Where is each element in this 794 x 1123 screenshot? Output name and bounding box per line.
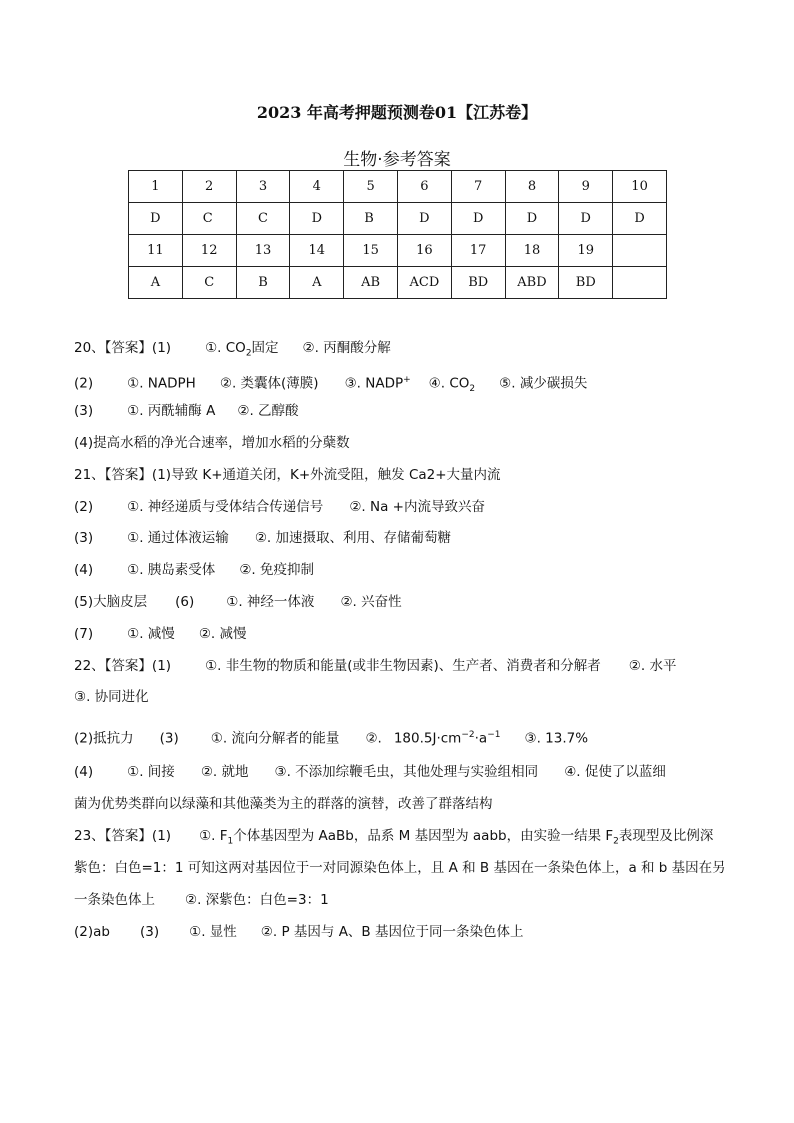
table-cell: 1 — [129, 171, 183, 203]
q20-line-4: (4)提高水稻的净光合速率，增加水稻的分蘖数 — [74, 435, 350, 451]
table-cell: D — [505, 203, 559, 235]
table-cell: C — [236, 203, 290, 235]
q22-line-2: ③. 协同进化 — [74, 689, 149, 705]
table-cell: 19 — [559, 235, 613, 267]
table-cell: D — [290, 203, 344, 235]
table-cell: ACD — [397, 267, 451, 299]
table-cell: 9 — [559, 171, 613, 203]
q21-line-5: (5)大脑皮层 (6) ①. 神经一体液 ②. 兴奋性 — [74, 594, 402, 610]
table-cell — [613, 267, 667, 299]
table-cell: 6 — [397, 171, 451, 203]
table-cell: 16 — [397, 235, 451, 267]
q21-line-2: (2) ①. 神经递质与受体结合传递信号 ②. Na +内流导致兴奋 — [74, 499, 485, 515]
page-title: 2023 年高考押题预测卷01【江苏卷】 — [256, 103, 538, 122]
answer-table — [128, 170, 667, 299]
q21-line-4: (4) ①. 胰岛素受体 ②. 免疫抑制 — [74, 562, 314, 578]
table-cell: A — [129, 267, 183, 299]
q23-line-4: (2)ab (3) ①. 显性 ②. P 基因与 A、B 基因位于同一条染色体上 — [74, 924, 524, 940]
table-cell: 13 — [236, 235, 290, 267]
q22-line-4: (4) ①. 间接 ②. 就地 ③. 不添加综鞭毛虫，其他处理与实验组相同 ④. 促使了以蓝细 — [74, 764, 666, 780]
table-cell: 17 — [451, 235, 505, 267]
table-cell: C — [182, 267, 236, 299]
table-cell: 3 — [236, 171, 290, 203]
table-cell: BD — [559, 267, 613, 299]
q20-line-3: (3) ①. 丙酰辅酶 A ②. 乙醇酸 — [74, 403, 299, 419]
table-cell: B — [344, 203, 398, 235]
table-cell: D — [613, 203, 667, 235]
table-cell: D — [397, 203, 451, 235]
table-cell: A — [290, 267, 344, 299]
q22-line-3: (2)抵抗力 (3) ①. 流向分解者的能量 ②. $180.5J\cdot cm^{-2}\cdot a^{-1}$ ③. 13.7% — [74, 730, 589, 747]
q22-line-1: 22、【答案】(1) ①. 非生物的物质和能量(或非生物因素)、生产者、消费者和分解者 ②. 水平 — [74, 658, 677, 674]
q23-line-3: 一条染色体上 ②. 深紫色：白色=3：1 — [74, 892, 329, 908]
q20-line-2: (2) ①. NADPH ②. 类囊体(薄膜) ③. NADP+ ④. $CO_2$ ⑤. 减少碳损失 — [74, 375, 588, 395]
table-cell: 5 — [344, 171, 398, 203]
table-cell: 14 — [290, 235, 344, 267]
q20-line-1: 20、【答案】(1) ①. $CO_2$固定 ②. 丙酮酸分解 — [74, 340, 391, 359]
q23-line-2: 紫色：白色=1：1 可知这两对基因位于一对同源染色体上，且 A 和 B 基因在一条染色体上，a 和 b 基因在另 — [74, 860, 726, 876]
q23-line-1: 23、【答案】(1) ①. $F_1$个体基因型为 AaBb，品系 M 基因型为 aabb，由实验一结果 $F_2$表现型及比例深 — [74, 828, 714, 847]
table-row — [129, 203, 667, 235]
table-cell: 15 — [344, 235, 398, 267]
table-cell: B — [236, 267, 290, 299]
table-cell: BD — [451, 267, 505, 299]
q21-line-3: (3) ①. 通过体液运输 ②. 加速摄取、利用、存储葡萄糖 — [74, 530, 451, 546]
table-cell: ABD — [505, 267, 559, 299]
table-cell: D — [129, 203, 183, 235]
table-cell: 11 — [129, 235, 183, 267]
table-cell: 18 — [505, 235, 559, 267]
table-cell: D — [559, 203, 613, 235]
table-cell: 8 — [505, 171, 559, 203]
table-cell: C — [182, 203, 236, 235]
table-row — [129, 171, 667, 203]
table-cell: AB — [344, 267, 398, 299]
q21-line-6: (7) ①. 减慢 ②. 减慢 — [74, 626, 247, 642]
table-row — [129, 235, 667, 267]
q21-line-1: 21、【答案】(1)导致 K+通道关闭，K+外流受阻，触发 Ca2+大量内流 — [74, 467, 501, 483]
table-cell — [613, 235, 667, 267]
page-subtitle: 生物·参考答案 — [343, 150, 451, 170]
table-cell: 12 — [182, 235, 236, 267]
table-cell: 4 — [290, 171, 344, 203]
table-cell: 2 — [182, 171, 236, 203]
q22-line-5: 菌为优势类群向以绿藻和其他藻类为主的群落的演替，改善了群落结构 — [74, 796, 493, 812]
table-cell: D — [451, 203, 505, 235]
table-cell: 7 — [451, 171, 505, 203]
table-row — [129, 267, 667, 299]
table-cell: 10 — [613, 171, 667, 203]
